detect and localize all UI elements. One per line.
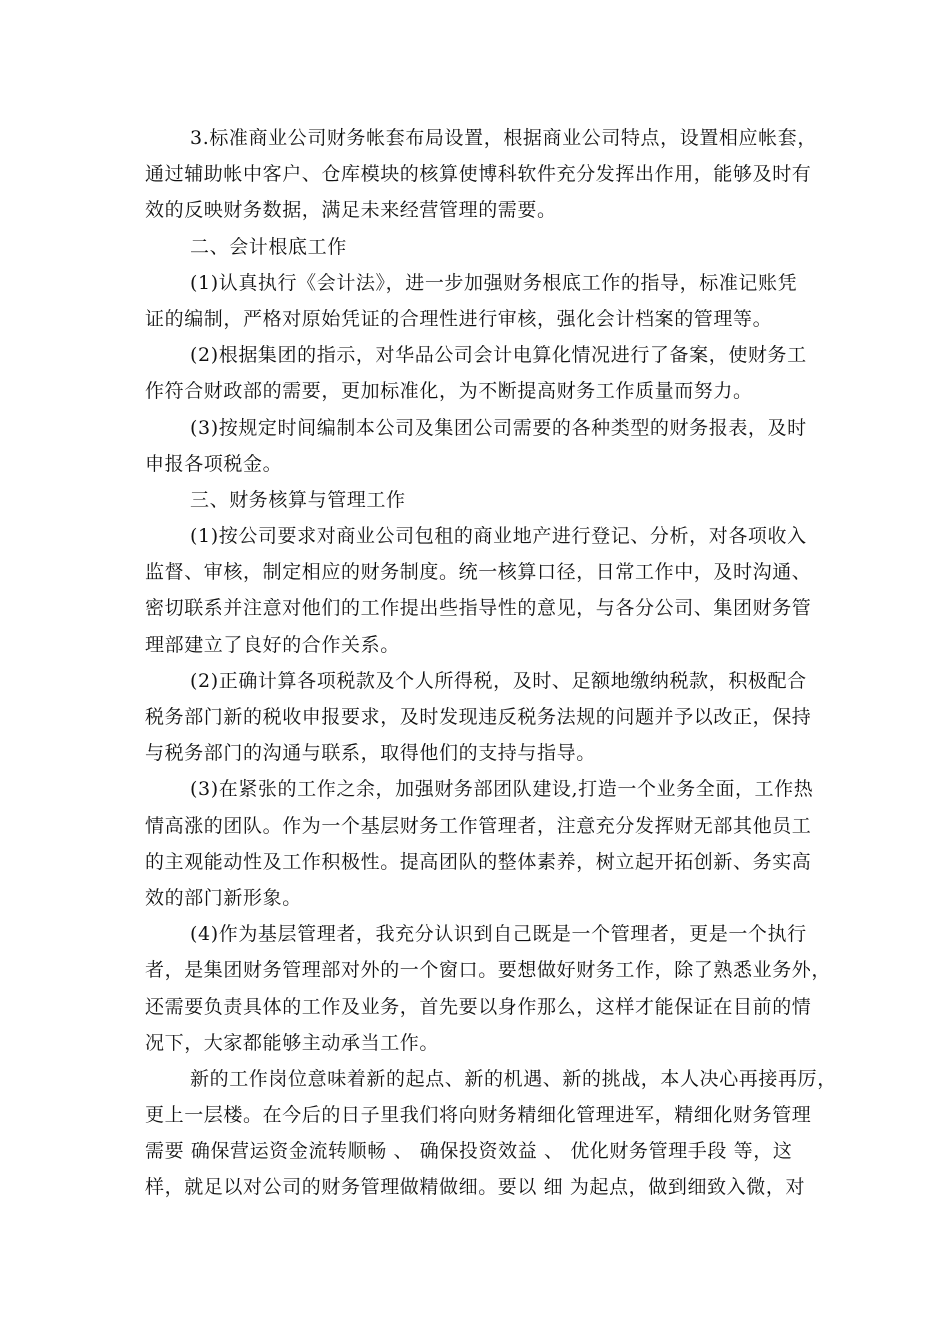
text-line: 效的反映财务数据，满足未来经营管理的需要。 <box>145 199 557 222</box>
document-body <box>145 120 837 1206</box>
text-line: 3.标准商业公司财务帐套布局设置，根据商业公司特点，设置相应帐套， <box>190 127 817 149</box>
text-line: 通过辅助帐中客户、仓库模块的核算使博科软件充分发挥出作用，能够及时有 <box>145 163 812 186</box>
text-line: 证的编制，严格对原始凭证的合理性进行审核，强化会计档案的管理等。 <box>145 307 773 330</box>
text-line: 的主观能动性及工作积极性。提高团队的整体素养，树立起开拓创新、务实高 <box>145 850 812 873</box>
text-line: (4)作为基层管理者，我充分认识到自己既是一个管理者，更是一个执行 <box>190 923 807 946</box>
text-line: 更上一层楼。在今后的日子里我们将向财务精细化管理进军，精细化财务管理 <box>145 1104 812 1127</box>
section-heading: 三、财务核算与管理工作 <box>190 488 406 511</box>
text-line: 税务部门新的税收申报要求，及时发现违反税务法规的问题并予以改正，保持 <box>145 706 812 728</box>
text-line: (1)按公司要求对商业公司包租的商业地产进行登记、分析，对各项收入 <box>190 525 807 548</box>
text-line: (3)按规定时间编制本公司及集团公司需要的各种类型的财务报表，及时 <box>190 416 807 439</box>
text-line: 情高涨的团队。作为一个基层财务工作管理者，注意充分发挥财无部其他员工 <box>145 814 812 837</box>
text-line: 者，是集团财务管理部对外的一个窗口。要想做好财务工作，除了熟悉业务外， <box>145 959 832 982</box>
text-line: (1)认真执行《会计法》，进一步加强财务根底工作的指导，标准记账凭 <box>190 271 798 294</box>
text-line: 效的部门新形象。 <box>145 886 302 909</box>
text-line: 监督、审核，制定相应的财务制度。统一核算口径，日常工作中，及时沟通、 <box>145 561 812 584</box>
text-line: (2)根据集团的指示，对华品公司会计电算化情况进行了备案，使财务工 <box>190 344 807 367</box>
text-line: 理部建立了良好的合作关系。 <box>145 633 400 656</box>
text-line: 申报各项税金。 <box>145 452 283 475</box>
text-line: 密切联系并注意对他们的工作提出些指导性的意见，与各分公司、集团财务管 <box>145 597 812 620</box>
text-line: 需要 确保营运资金流转顺畅 、 确保投资效益 、 优化财务管理手段 等，这 <box>145 1140 793 1163</box>
text-line: 样，就足以对公司的财务管理做精做细。要以 细 为起点，做到细致入微，对 <box>145 1176 806 1199</box>
text-line: (3)在紧张的工作之余，加强财务部团队建设,打造一个业务全面，工作热 <box>190 778 814 801</box>
text-line: (2)正确计算各项税款及个人所得税，及时、足额地缴纳税款，积极配合 <box>190 669 807 692</box>
text-line: 与税务部门的沟通与联系，取得他们的支持与指导。 <box>145 742 596 765</box>
text-line: 况下，大家都能够主动承当工作。 <box>145 1031 440 1054</box>
text-line: 还需要负责具体的工作及业务，首先要以身作那么，这样才能保证在目前的情 <box>145 995 812 1018</box>
text-line: 新的工作岗位意味着新的起点、新的机遇、新的挑战，本人决心再接再厉， <box>190 1067 837 1090</box>
text-line: 作符合财政部的需要，更加标准化，为不断提高财务工作质量而努力。 <box>145 380 753 403</box>
section-heading: 二、会计根底工作 <box>190 235 347 258</box>
